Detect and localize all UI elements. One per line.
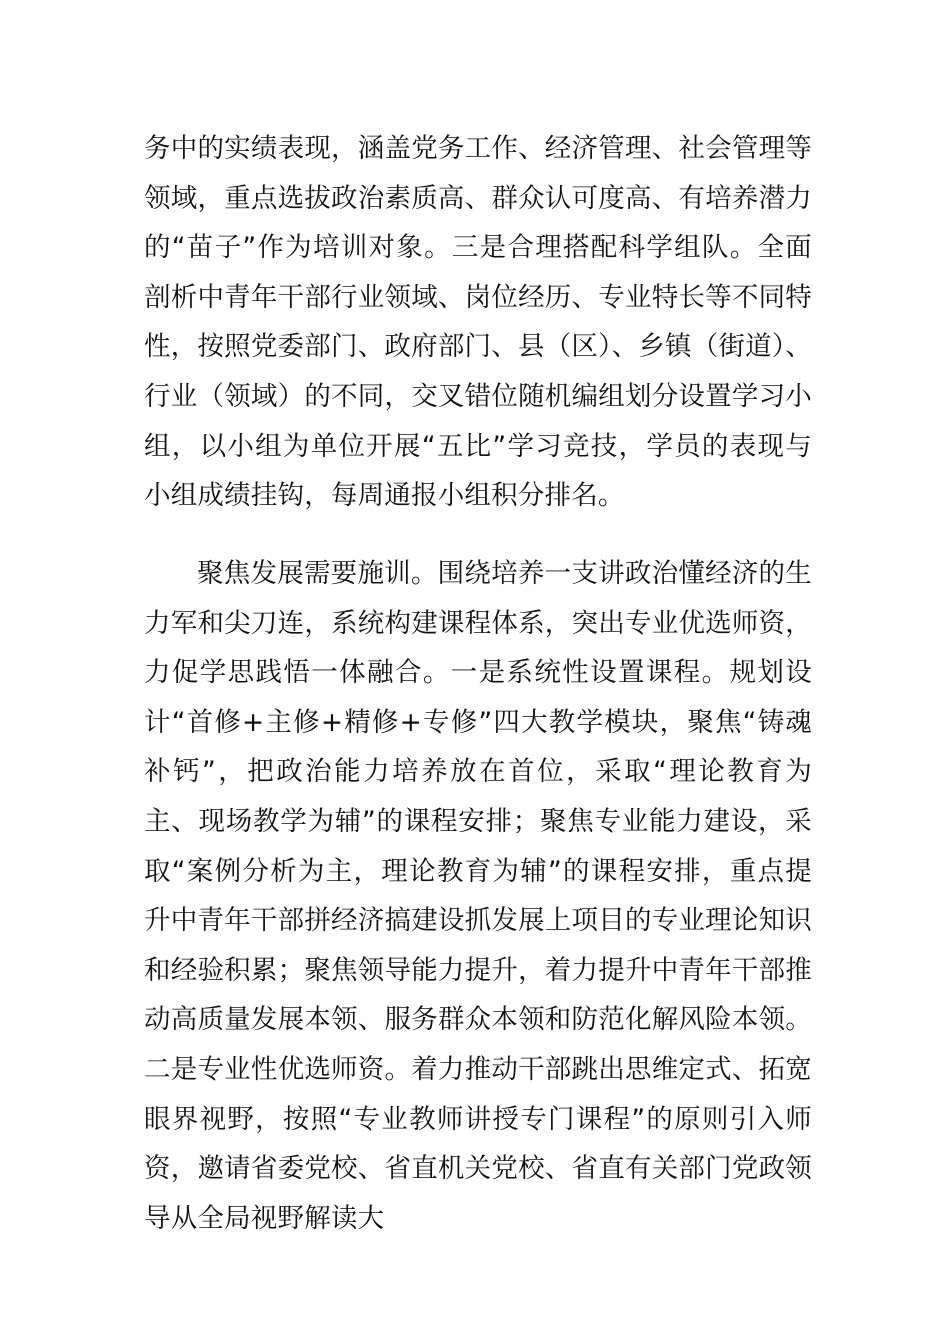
body-paragraph-training-focus: 聚焦发展需要施训。围绕培养一支讲政治懂经济的生力军和尖刀连，系统构建课程体系，突出专业优选师资，力促学思践悟一体融合。一是系统性设置课程。规划设计“首修+主修+精修+专修”四大教学模块，聚焦“铸魂补钙”，把政治能力培养放在首位，采取“理论教育为主、现场教学为辅”的课程安排；聚焦专业能力建设，采取“案例分析为主，理论教育为辅”的课程安排，重点提升中青年干部拼经济搞建设抓发展上项目的专业理论知识和经验积累；聚焦领导能力提升，着力提升中青年干部推动高质量发展本领、服务群众本领和防范化解风险本领。二是专业性优选师资。着力推动干部跳出思维定式、拓宽眼界视野，按照“专业教师讲授专门课程”的原则引入师资，邀请省委党校、省直机关党校、省直有关部门党政领导从全局视野解读大	[144, 558, 812, 1234]
body-paragraph-continuation: 务中的实绩表现，涵盖党务工作、经济管理、社会管理等领域，重点选拔政治素质高、群众认可度高、有培养潜力的“苗子”作为培训对象。三是合理搭配科学组队。全面剖析中青年干部行业领域、岗位经历、专业特长等不同特性，按照党委部门、政府部门、县（区）、乡镇（街道）、行业（领域）的不同，交叉错位随机编组划分设置学习小组，以小组为单位开展“五比”学习竞技，学员的表现与小组成绩挂钩，每周通报小组积分排名。	[144, 133, 812, 512]
